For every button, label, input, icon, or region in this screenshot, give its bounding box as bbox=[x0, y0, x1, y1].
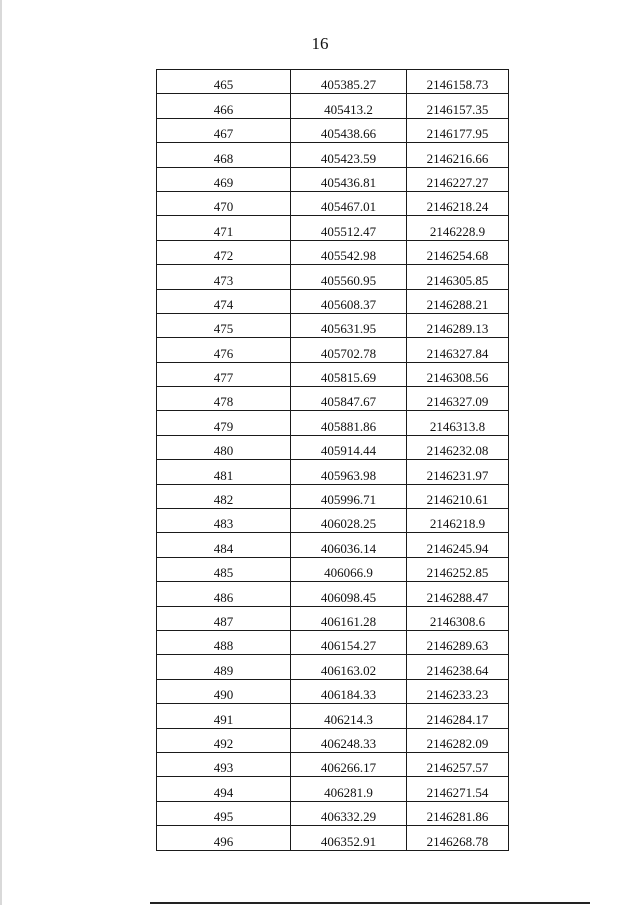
x-coordinate-cell: 405436.81 bbox=[291, 167, 407, 191]
x-coordinate-cell: 406154.27 bbox=[291, 630, 407, 654]
x-coordinate-cell: 405608.37 bbox=[291, 289, 407, 313]
x-coordinate-cell: 406028.25 bbox=[291, 509, 407, 533]
x-coordinate-cell: 406184.33 bbox=[291, 679, 407, 703]
x-coordinate-cell: 405881.86 bbox=[291, 411, 407, 435]
table-row bbox=[157, 289, 509, 313]
point-number-cell: 496 bbox=[157, 826, 291, 850]
table-row bbox=[157, 509, 509, 533]
table-row bbox=[157, 533, 509, 557]
x-coordinate-cell: 405914.44 bbox=[291, 435, 407, 459]
point-number-cell: 469 bbox=[157, 167, 291, 191]
x-coordinate-cell: 405702.78 bbox=[291, 338, 407, 362]
x-coordinate-cell: 405467.01 bbox=[291, 191, 407, 215]
x-coordinate-cell: 405542.98 bbox=[291, 240, 407, 264]
x-coordinate-cell: 406352.91 bbox=[291, 826, 407, 850]
point-number-cell: 494 bbox=[157, 777, 291, 801]
x-coordinate-cell: 406332.29 bbox=[291, 801, 407, 825]
x-coordinate-cell: 406163.02 bbox=[291, 655, 407, 679]
table-row bbox=[157, 557, 509, 581]
table-row bbox=[157, 94, 509, 118]
y-coordinate-cell: 2146257.57 bbox=[407, 752, 509, 776]
table-row bbox=[157, 240, 509, 264]
y-coordinate-cell: 2146313.8 bbox=[407, 411, 509, 435]
y-coordinate-cell: 2146268.78 bbox=[407, 826, 509, 850]
table-row bbox=[157, 460, 509, 484]
x-coordinate-cell: 406066.9 bbox=[291, 557, 407, 581]
point-number-cell: 468 bbox=[157, 143, 291, 167]
table-body bbox=[157, 70, 509, 851]
x-coordinate-cell: 405815.69 bbox=[291, 362, 407, 386]
y-coordinate-cell: 2146308.6 bbox=[407, 606, 509, 630]
table-row bbox=[157, 167, 509, 191]
point-number-cell: 472 bbox=[157, 240, 291, 264]
x-coordinate-cell: 406248.33 bbox=[291, 728, 407, 752]
point-number-cell: 476 bbox=[157, 338, 291, 362]
y-coordinate-cell: 2146158.73 bbox=[407, 70, 509, 94]
x-coordinate-cell: 406098.45 bbox=[291, 582, 407, 606]
point-number-cell: 471 bbox=[157, 216, 291, 240]
page-number: 16 bbox=[311, 34, 329, 53]
table-row bbox=[157, 826, 509, 850]
y-coordinate-cell: 2146210.61 bbox=[407, 484, 509, 508]
y-coordinate-cell: 2146218.24 bbox=[407, 191, 509, 215]
point-number-cell: 492 bbox=[157, 728, 291, 752]
x-coordinate-cell: 405413.2 bbox=[291, 94, 407, 118]
x-coordinate-cell: 405423.59 bbox=[291, 143, 407, 167]
table-row bbox=[157, 338, 509, 362]
table-row bbox=[157, 118, 509, 142]
y-coordinate-cell: 2146284.17 bbox=[407, 704, 509, 728]
y-coordinate-cell: 2146288.47 bbox=[407, 582, 509, 606]
point-number-cell: 466 bbox=[157, 94, 291, 118]
table-row bbox=[157, 265, 509, 289]
coordinates-table bbox=[156, 69, 509, 851]
y-coordinate-cell: 2146289.13 bbox=[407, 313, 509, 337]
table-row bbox=[157, 777, 509, 801]
y-coordinate-cell: 2146233.23 bbox=[407, 679, 509, 703]
y-coordinate-cell: 2146216.66 bbox=[407, 143, 509, 167]
scan-edge bbox=[0, 0, 2, 905]
y-coordinate-cell: 2146327.84 bbox=[407, 338, 509, 362]
point-number-cell: 482 bbox=[157, 484, 291, 508]
y-coordinate-cell: 2146252.85 bbox=[407, 557, 509, 581]
table-row bbox=[157, 606, 509, 630]
point-number-cell: 467 bbox=[157, 118, 291, 142]
table-row bbox=[157, 191, 509, 215]
point-number-cell: 491 bbox=[157, 704, 291, 728]
x-coordinate-cell: 406281.9 bbox=[291, 777, 407, 801]
y-coordinate-cell: 2146305.85 bbox=[407, 265, 509, 289]
y-coordinate-cell: 2146231.97 bbox=[407, 460, 509, 484]
x-coordinate-cell: 406214.3 bbox=[291, 704, 407, 728]
point-number-cell: 475 bbox=[157, 313, 291, 337]
y-coordinate-cell: 2146238.64 bbox=[407, 655, 509, 679]
point-number-cell: 493 bbox=[157, 752, 291, 776]
y-coordinate-cell: 2146227.27 bbox=[407, 167, 509, 191]
x-coordinate-cell: 406036.14 bbox=[291, 533, 407, 557]
table-row bbox=[157, 582, 509, 606]
table-row bbox=[157, 484, 509, 508]
point-number-cell: 490 bbox=[157, 679, 291, 703]
point-number-cell: 483 bbox=[157, 509, 291, 533]
point-number-cell: 485 bbox=[157, 557, 291, 581]
table-row bbox=[157, 387, 509, 411]
table-row bbox=[157, 728, 509, 752]
table-row bbox=[157, 752, 509, 776]
x-coordinate-cell: 405996.71 bbox=[291, 484, 407, 508]
x-coordinate-cell: 405560.95 bbox=[291, 265, 407, 289]
y-coordinate-cell: 2146232.08 bbox=[407, 435, 509, 459]
y-coordinate-cell: 2146228.9 bbox=[407, 216, 509, 240]
point-number-cell: 481 bbox=[157, 460, 291, 484]
y-coordinate-cell: 2146282.09 bbox=[407, 728, 509, 752]
table-row bbox=[157, 143, 509, 167]
x-coordinate-cell: 406266.17 bbox=[291, 752, 407, 776]
point-number-cell: 474 bbox=[157, 289, 291, 313]
point-number-cell: 478 bbox=[157, 387, 291, 411]
y-coordinate-cell: 2146289.63 bbox=[407, 630, 509, 654]
point-number-cell: 473 bbox=[157, 265, 291, 289]
x-coordinate-cell: 405385.27 bbox=[291, 70, 407, 94]
table-row bbox=[157, 362, 509, 386]
y-coordinate-cell: 2146308.56 bbox=[407, 362, 509, 386]
x-coordinate-cell: 405438.66 bbox=[291, 118, 407, 142]
y-coordinate-cell: 2146327.09 bbox=[407, 387, 509, 411]
point-number-cell: 465 bbox=[157, 70, 291, 94]
table-row bbox=[157, 313, 509, 337]
point-number-cell: 479 bbox=[157, 411, 291, 435]
table-row bbox=[157, 679, 509, 703]
y-coordinate-cell: 2146271.54 bbox=[407, 777, 509, 801]
point-number-cell: 470 bbox=[157, 191, 291, 215]
point-number-cell: 480 bbox=[157, 435, 291, 459]
x-coordinate-cell: 405512.47 bbox=[291, 216, 407, 240]
y-coordinate-cell: 2146281.86 bbox=[407, 801, 509, 825]
table-row bbox=[157, 655, 509, 679]
x-coordinate-cell: 405631.95 bbox=[291, 313, 407, 337]
point-number-cell: 486 bbox=[157, 582, 291, 606]
table-row bbox=[157, 801, 509, 825]
x-coordinate-cell: 406161.28 bbox=[291, 606, 407, 630]
y-coordinate-cell: 2146218.9 bbox=[407, 509, 509, 533]
table-row bbox=[157, 216, 509, 240]
y-coordinate-cell: 2146254.68 bbox=[407, 240, 509, 264]
y-coordinate-cell: 2146245.94 bbox=[407, 533, 509, 557]
x-coordinate-cell: 405847.67 bbox=[291, 387, 407, 411]
table-row bbox=[157, 70, 509, 94]
point-number-cell: 477 bbox=[157, 362, 291, 386]
point-number-cell: 488 bbox=[157, 630, 291, 654]
point-number-cell: 489 bbox=[157, 655, 291, 679]
bottom-rule bbox=[150, 902, 590, 904]
point-number-cell: 487 bbox=[157, 606, 291, 630]
y-coordinate-cell: 2146177.95 bbox=[407, 118, 509, 142]
point-number-cell: 484 bbox=[157, 533, 291, 557]
y-coordinate-cell: 2146288.21 bbox=[407, 289, 509, 313]
table-row bbox=[157, 630, 509, 654]
point-number-cell: 495 bbox=[157, 801, 291, 825]
y-coordinate-cell: 2146157.35 bbox=[407, 94, 509, 118]
table-row bbox=[157, 411, 509, 435]
x-coordinate-cell: 405963.98 bbox=[291, 460, 407, 484]
table-row bbox=[157, 435, 509, 459]
table-row bbox=[157, 704, 509, 728]
